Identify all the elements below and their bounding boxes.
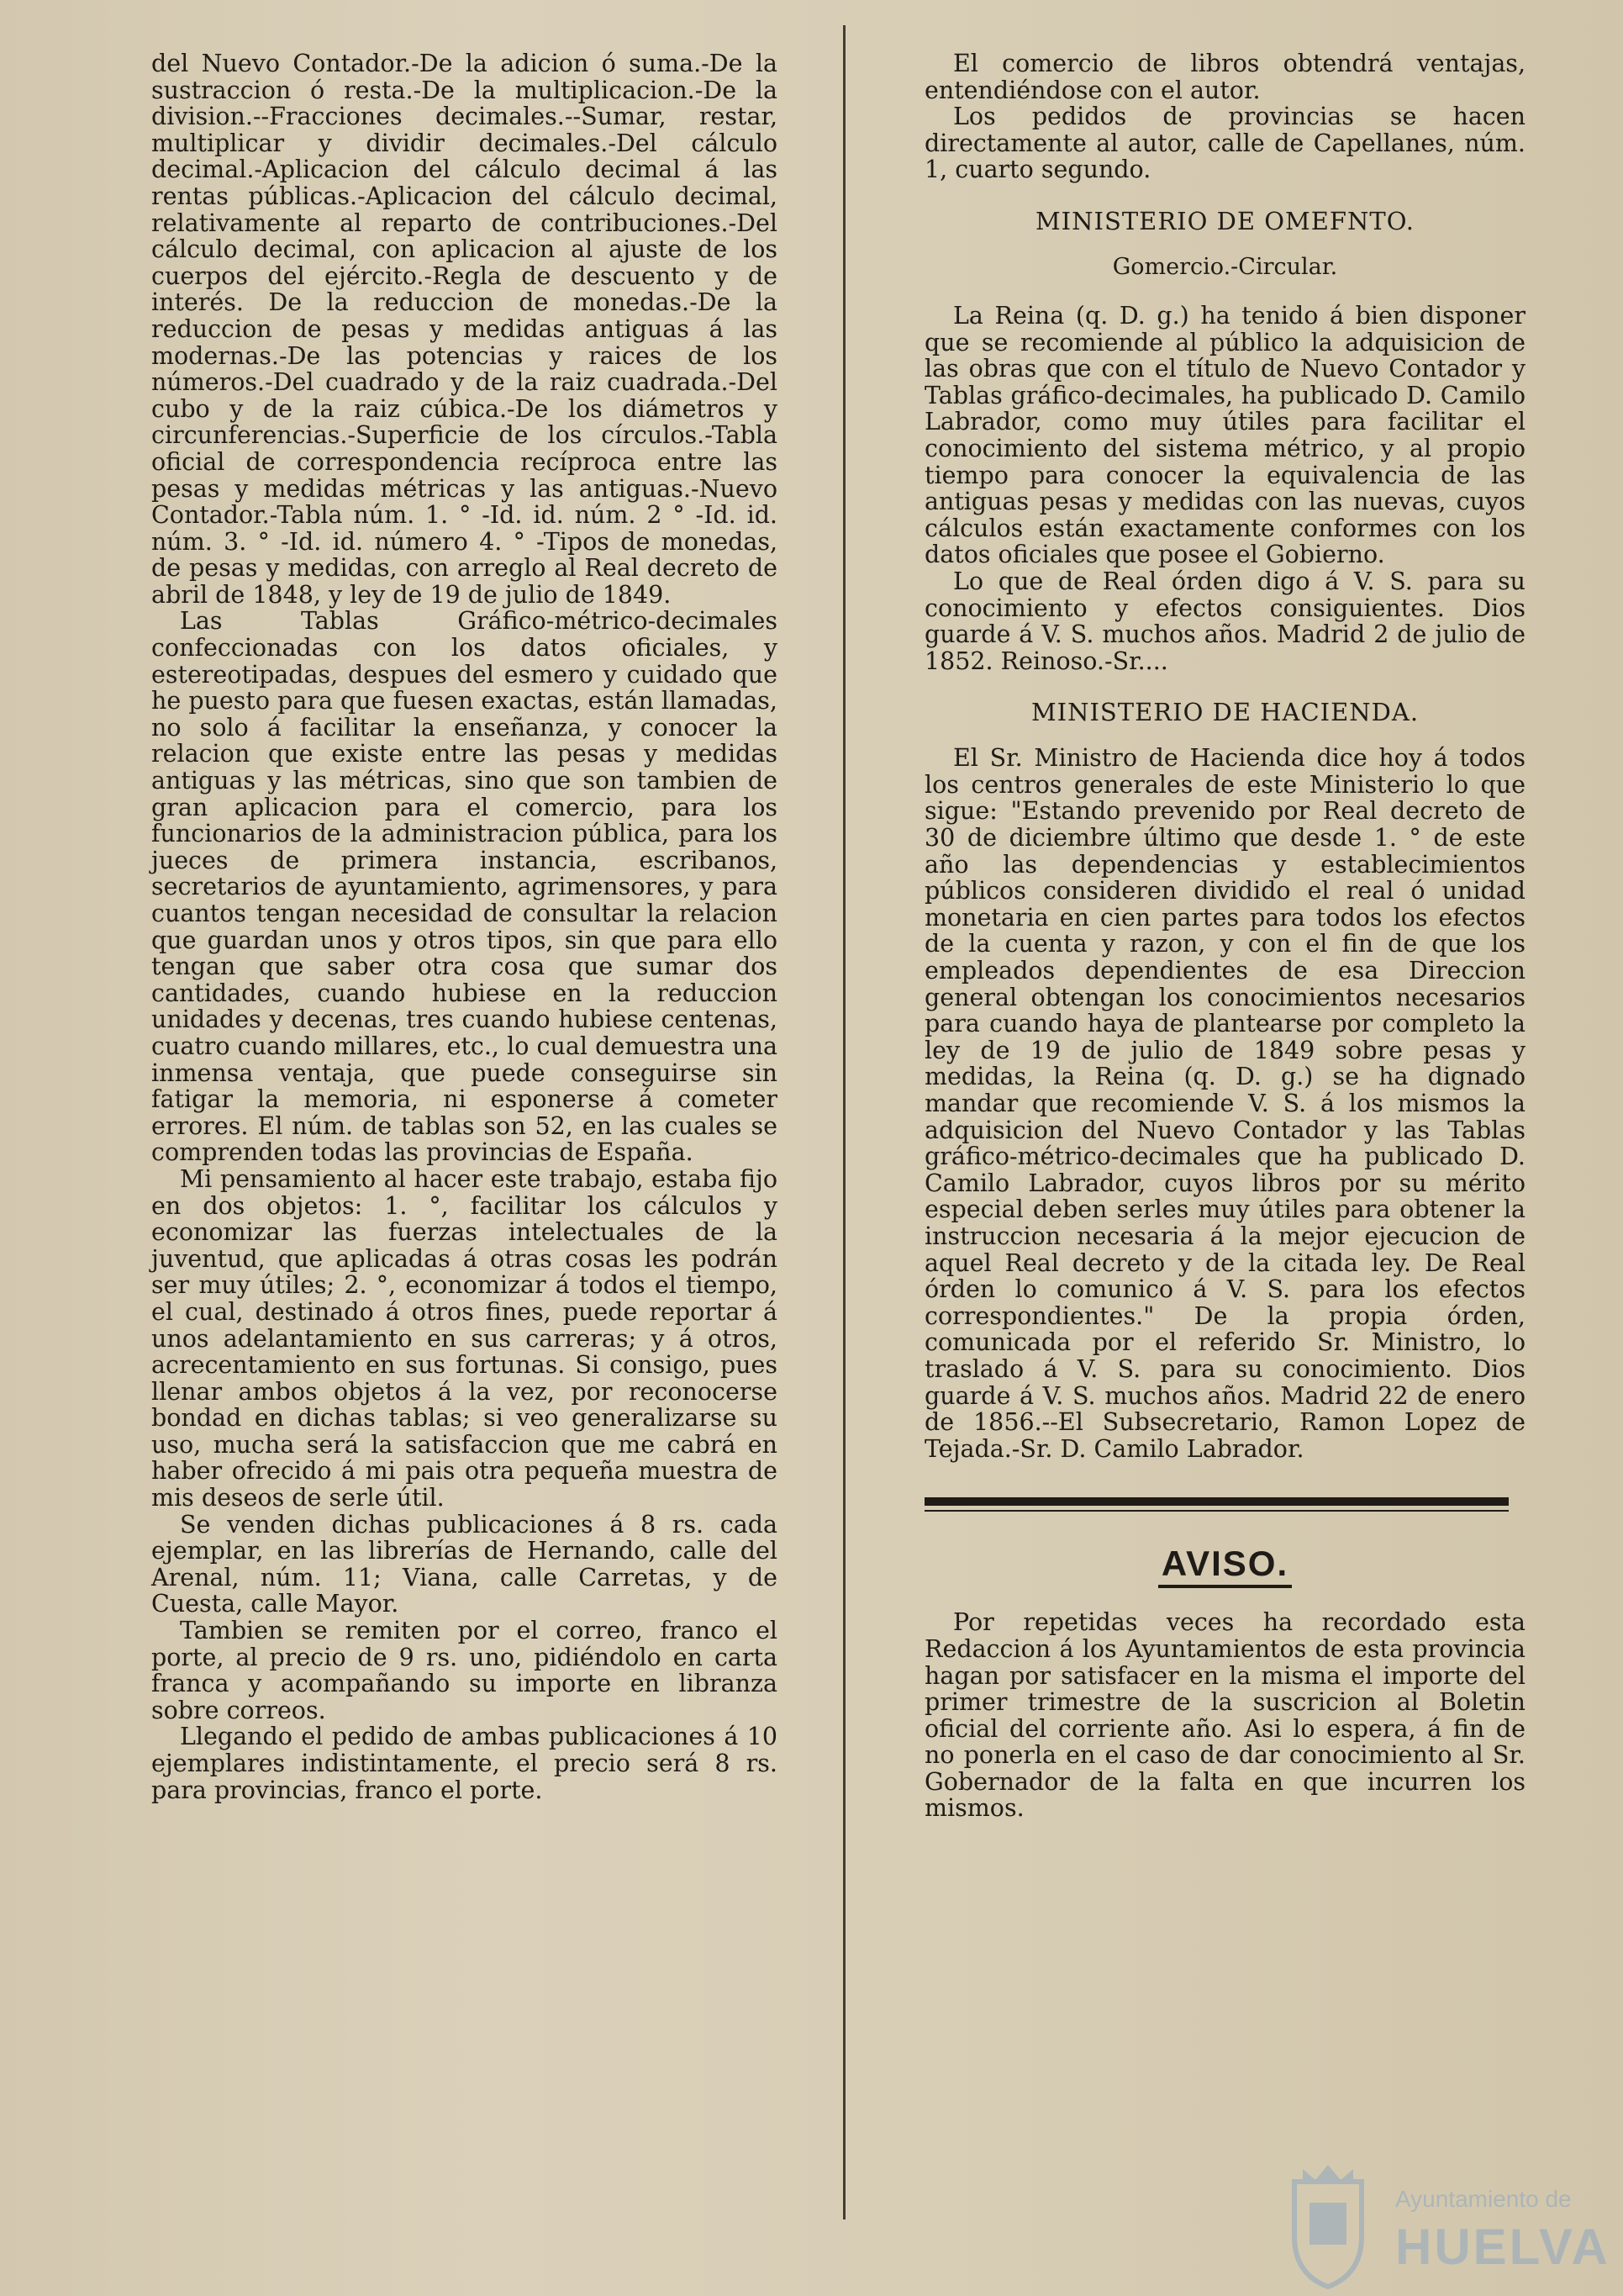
watermark-line-2: HUELVA (1395, 2219, 1610, 2275)
pedido-paragraph: Llegando el pedido de ambas publicaciones á 10 ejemplares indistintamente, el precio será 8 rs. para provincias, franco el porte. (151, 1723, 777, 1804)
aviso-paragraph: Por repetidas veces ha recordado esta Redaccion á los Ayuntamientos de esta provincia hagan por satisfacer en la misma el importe del primer trimestre de la suscricion al Boletin oficial del corriente año. Asi lo espera, á fin de no ponerla en el caso de dar conocimiento al Sr. Gobernador de la falta en que incurren los mismos. (925, 1608, 1526, 1823)
tablas-paragraph: Las Tablas Gráfico-métrico-decimales confeccionadas con los datos oficiales, y estereotipadas, despues del esmero y cuidado que he puesto para que fuesen exactas, están llamadas, no solo á facilitar la enseñanza, y conocer la relacion que existe entre las pesas y medidas antiguas y las métricas, sino que son tambien de gran aplicacion para el comercio, para los funcionarios de la administracion pública, para los jueces de primera instancia, escribanos, secretarios de ayuntamiento, agrimensores, y para cuantos tengan necesidad de consultar la relacion que guardan unos y otros tipos, sin que para ello tengan que saber otra cosa que sumar dos cantidades, cuando hubiese en la reduccion unidades y decenas, tres cuando hubiese centenas, cuatro cuando millares, etc., lo cual demuestra una inmensa ventaja, que puede conseguirse sin fatigar la memoria, ni esponerse á cometer errores. El núm. de tablas son 52, en las cuales se comprenden todas las provincias de España. (151, 607, 777, 1167)
pensamiento-paragraph: Mi pensamiento al hacer este trabajo, estaba fijo en dos objetos: 1. °, facilitar los cálculos y economizar las fuerzas intelectuales de la juventud, que aplicadas á otras cosas les podrán ser muy útiles; 2. °, economizar á todos el tiempo, el cual, destinado á otros fines, puede reportar á unos adelantamiento en sus carreras; y á otros, acrecentamiento en sus fortunas. Si consigo, pues llenar ambos objetos á la vez, por reconocerse bondad en dichas tablas; si veo generalizarse su uso, mucha será la satisfaccion que me cabrá en haber ofrecido á mi pais otra pequeña muestra de mis deseos de serle útil. (151, 1164, 777, 1512)
pedidos-paragraph: Los pedidos de provincias se hacen directamente al autor, calle de Capellanes, núm. 1, cuarto segundo. (925, 103, 1526, 184)
comercio-paragraph: El comercio de libros obtendrá ventajas, entendiéndose con el autor. (925, 50, 1526, 104)
aviso-heading (925, 1544, 1526, 1584)
fomento-paragraph: La Reina (q. D. g.) ha tenido á bien disponer que se recomiende al público la adquisicion de las obras que con el título de Nuevo Contador y Tablas gráfico-decimales, ha publicado D. Camilo Labrador, como muy útiles para facilitar el conocimiento del sistema métrico, y al propio tiempo para conocer la equivalencia de las antiguas pesas y medidas con las nuevas, cuyos cálculos están exactamente conformes con los datos oficiales que posee el Gobierno. (925, 301, 1526, 569)
huelva-coat-of-arms-icon (1278, 2156, 1378, 2291)
hacienda-paragraph: El Sr. Ministro de Hacienda dice hoy á todos los centros generales de este Ministerio lo que sigue: "Estando prevenido por Real decreto de 30 de diciembre último que desde 1. ° de este año las dependencias y establecimientos públicos consideren dividido el real ó unidad monetaria en cien partes para todos los efectos de la cuenta y razon, y con el fin de que los empleados dependientes de esa Direccion general obtengan los conocimientos necesarios para cuando haya de plantearse por completo la ley de 19 de julio de 1849 sobre pesas y medidas, la Reina (q. D. g.) se ha dignado mandar que recomiende V. S. á los mismos la adquisicion del Nuevo Contador y las Tablas gráfico-métrico-decimales que ha publicado D. Camilo Labrador, cuyos libros por su mérito especial deben serles muy útiles para obtener la instruccion necesaria á la mejor ejecucion de aquel Real decreto y de la citada ley. De Real órden lo comunico á V. S. para los efectos correspondientes." De la propia órden, comunicada por el referido Sr. Ministro, lo traslado á V. S. para su conocimiento. Dios guarde á V. S. muchos años. Madrid 22 de enero de 1856.--El Subsecretario, Ramon Lopez de Tejada.-Sr. D. Camilo Labrador. (925, 744, 1526, 1463)
right-column (925, 50, 1526, 1822)
watermark (1269, 2152, 1622, 2295)
section-rule-thick (925, 1497, 1509, 1506)
fomento-heading: MINISTERIO DE OMEFNTO. (1035, 206, 1415, 235)
watermark-line-1: Ayuntamiento de (1395, 2186, 1572, 2212)
column-divider (843, 25, 846, 2219)
fomento-closing-paragraph: Lo que de Real órden digo á V. S. para su conocimiento y efectos consiguientes. Dios guarde á V. S. muchos años. Madrid 2 de julio de 1852. Reinoso.-Sr.... (925, 567, 1526, 675)
venta-paragraph: Se venden dichas publicaciones á 8 rs. cada ejemplar, en las librerías de Hernando, calle del Arenal, núm. 11; Viana, calle Carretas, y de Cuesta, calle Mayor. (151, 1510, 777, 1618)
aviso-heading-text: AVISO. (1158, 1544, 1292, 1588)
hacienda-heading: MINISTERIO DE HACIENDA. (1030, 698, 1420, 727)
fomento-subheading: Gomercio.-Circular. (1112, 253, 1338, 280)
left-column (151, 50, 777, 1803)
section-rule-thin (925, 1510, 1509, 1512)
correo-paragraph: Tambien se remiten por el correo, franco el porte, al precio de 9 rs. uno, pidiéndolo en carta franca y acompañando su importe en libranza sobre correos. (151, 1617, 777, 1724)
contents-paragraph: del Nuevo Contador.-De la adicion ó suma.-De la sustraccion ó resta.-De la multiplicacion.-De la division.--Fracciones decimales.--Sumar, restar, multiplicar y dividir decimales.-Del cálculo decimal.-Aplicacion del cálculo decimal á las rentas públicas.-Aplicacion del cálculo decimal, relativamente al reparto de contribuciones.-Del cálculo decimal, con aplicacion al ajuste de los cuerpos del ejército.-Regla de descuento y de interés. De la reduccion de monedas.-De la reduccion de pesas y medidas antiguas á las modernas.-De las potencias y raices de los números.-Del cuadrado y de la raiz cuadrada.-Del cubo y de la raiz cúbica.-De los diámetros y circunferencias.-Superficie de los círculos.-Tabla oficial de correspondencia recíproca entre las pesas y medidas métricas y las antiguas.-Nuevo Contador.-Tabla núm. 1. ° -Id. id. núm. 2 ° -Id. id. núm. 3. ° -Id. id. número 4. ° -Tipos de monedas, de pesas y medidas, con arreglo al Real decreto de abril de 1848, y ley de 19 de julio de 1849. (151, 50, 777, 609)
